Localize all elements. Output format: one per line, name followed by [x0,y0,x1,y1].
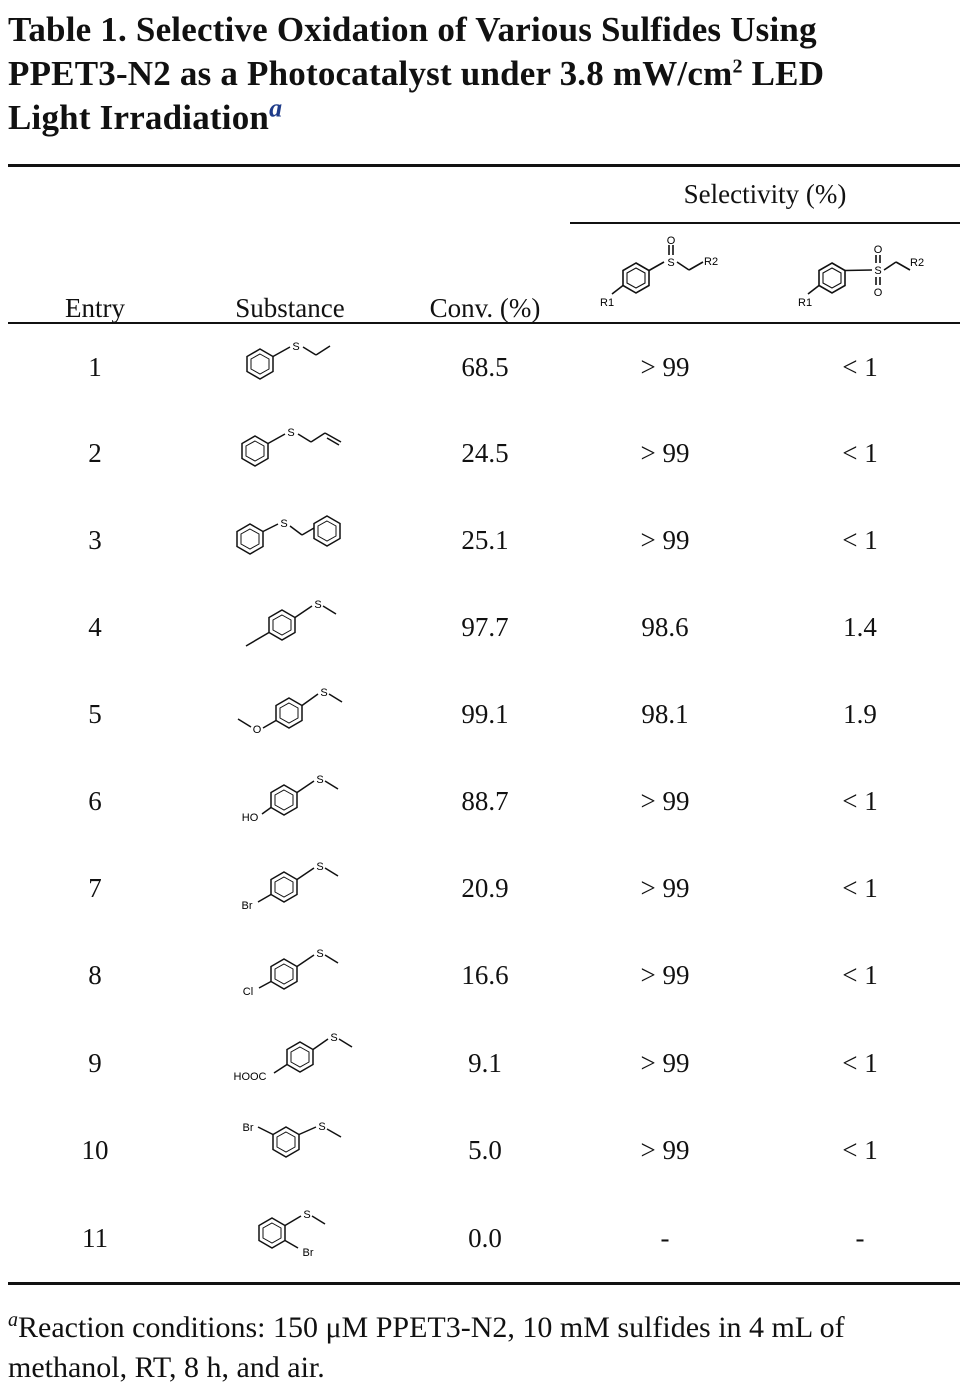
sulfone-selectivity-cell: < 1 [842,873,878,903]
sulfoxide-selectivity-cell: > 99 [640,1048,690,1078]
sulfone-selectivity-cell: 1.4 [843,612,877,642]
sulfoxide-selectivity-cell: > 99 [640,1135,690,1165]
s-label: S [287,427,295,439]
footnote-marker: a [8,1309,18,1331]
sulfoxide-selectivity-cell: > 99 [640,786,690,816]
substance-structure-1-icon [230,335,350,391]
conversion-cell: 24.5 [461,438,509,468]
table-caption [8,8,958,140]
s-label: S [314,599,322,611]
conversion-cell: 88.7 [461,786,509,816]
sulfone-o-top-label: O [873,244,883,256]
br-label: Br [241,900,253,912]
substance-structure-3-icon [222,506,357,564]
conversion-cell: 68.5 [461,352,509,382]
sulfoxide-r2-label: R2 [704,256,719,268]
s-label: S [316,948,324,960]
conversion-cell: 9.1 [468,1048,502,1078]
sulfone-selectivity-cell: < 1 [842,525,878,555]
entry-cell: 1 [88,352,102,382]
sulfone-structure-icon [786,236,946,320]
sulfone-selectivity-cell: 1.9 [843,699,877,729]
sulfone-selectivity-cell: < 1 [842,438,878,468]
s-label: S [316,861,324,873]
caption-line-3 [8,93,958,140]
entry-cell: 6 [88,786,102,816]
footnote-text-1: Reaction conditions: 150 μM PPET3-N2, 10 mM sulfides in 4 mL of [18,1311,845,1344]
cl-label: Cl [242,986,254,998]
sulfone-selectivity-cell: - [855,1223,865,1253]
entry-cell: 8 [88,960,102,990]
conversion-header: Conv. (%) [429,293,541,323]
conversion-cell: 99.1 [461,699,509,729]
sulfone-r1-label: R1 [798,297,813,309]
conversion-cell: 97.7 [461,612,509,642]
sulfoxide-structure-icon [590,236,750,320]
hooc-label: HOOC [233,1071,267,1083]
footnote-line-2: methanol, RT, 8 h, and air. [8,1351,325,1384]
sulfoxide-selectivity-cell: > 99 [640,873,690,903]
caption-footnote-marker: a [269,93,283,123]
sulfoxide-o-label: O [666,236,676,247]
sulfoxide-selectivity-cell: > 99 [640,960,690,990]
entry-cell: 4 [88,612,102,642]
caption-line-2-end: LED [742,54,825,93]
substance-structure-11-icon [246,1204,346,1266]
sulfone-selectivity-cell: < 1 [842,1048,878,1078]
sulfone-r2-label: R2 [910,257,925,269]
substance-structure-6-icon [236,765,351,827]
entry-header: Entry [65,293,125,323]
sulfoxide-selectivity-cell: 98.6 [641,612,689,642]
conversion-cell: 25.1 [461,525,509,555]
entry-cell: 7 [88,873,102,903]
caption-line-2 [8,52,958,96]
sulfoxide-selectivity-cell: > 99 [640,438,690,468]
conversion-cell: 16.6 [461,960,509,990]
sulfone-selectivity-cell: < 1 [842,352,878,382]
entry-cell: 2 [88,438,102,468]
substance-structure-10-icon [234,1117,354,1173]
sulfoxide-s-label: S [667,257,675,269]
s-label: S [320,687,328,699]
bottom-rule [8,1282,960,1285]
substance-structure-2-icon [225,420,355,476]
entry-cell: 9 [88,1048,102,1078]
br-label: Br [302,1247,314,1259]
conversion-cell: 0.0 [468,1223,502,1253]
substance-structure-8-icon [236,939,351,1001]
sulfone-selectivity-cell: < 1 [842,960,878,990]
s-label: S [316,774,324,786]
selectivity-rule [570,222,960,224]
br-label: Br [242,1122,254,1134]
s-label: S [330,1032,338,1044]
entry-cell: 3 [88,525,102,555]
substance-structure-4-icon [238,592,348,652]
sulfone-o-bottom-label: O [873,287,883,299]
conversion-cell: 5.0 [468,1135,502,1165]
sulfone-selectivity-cell: < 1 [842,786,878,816]
caption-line-3-text: Light Irradiation [8,98,270,137]
entry-cell: 11 [82,1223,108,1253]
s-label: S [292,341,300,353]
sulfoxide-selectivity-cell: > 99 [640,352,690,382]
caption-superscript: 2 [732,55,743,78]
caption-line-1: Table 1. Selective Oxidation of Various Sulfides Using [8,10,817,49]
sulfone-s-label: S [874,265,882,277]
s-label: S [280,518,288,530]
sulfoxide-selectivity-cell: - [660,1223,670,1253]
selectivity-header: Selectivity (%) [683,179,847,209]
sulfone-selectivity-cell: < 1 [842,1135,878,1165]
caption-line-2-text: PPET3-N2 as a Photocatalyst under 3.8 mW/cm [8,54,733,93]
sulfoxide-selectivity-cell: 98.1 [641,699,689,729]
substance-header: Substance [235,293,345,323]
o-label: O [252,724,262,736]
conversion-cell: 20.9 [461,873,509,903]
table-footnote [8,1308,963,1388]
substance-structure-7-icon [234,852,349,914]
entry-cell: 5 [88,699,102,729]
s-label: S [318,1121,326,1133]
ho-label: HO [241,812,259,824]
footnote-line-1 [8,1308,963,1348]
s-label: S [303,1209,311,1221]
top-rule [8,164,960,167]
entry-cell: 10 [81,1135,109,1165]
sulfoxide-r1-label: R1 [600,297,615,309]
sulfoxide-selectivity-cell: > 99 [640,525,690,555]
substance-structure-5-icon [232,678,357,740]
substance-structure-9-icon [228,1027,358,1089]
